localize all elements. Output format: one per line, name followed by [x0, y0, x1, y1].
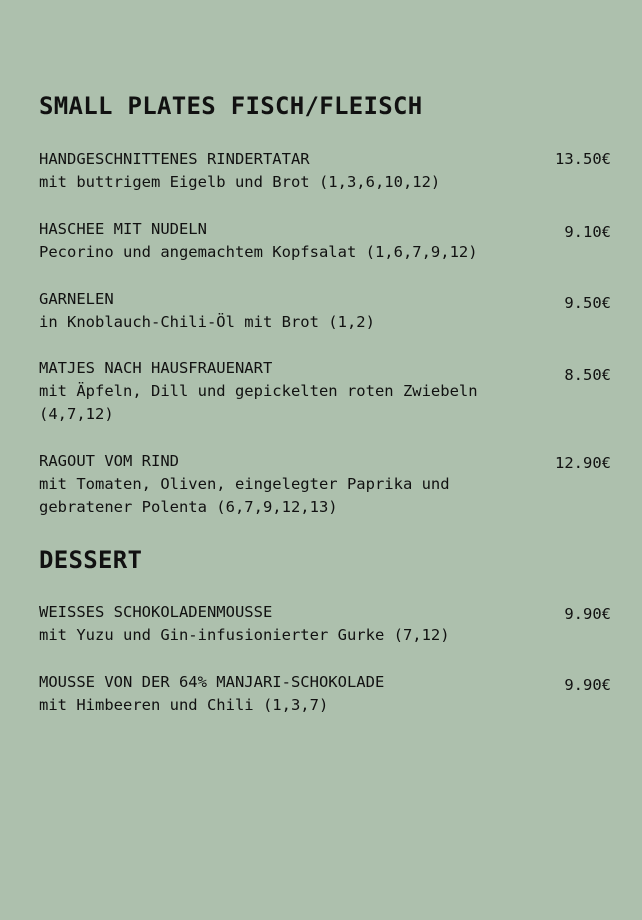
item-name: WEISSES SCHOKOLADENMOUSSE — [39, 603, 273, 621]
item-name: HANDGESCHNITTENES RINDERTATAR — [39, 150, 310, 168]
menu-item — [39, 218, 611, 264]
item-name: MATJES NACH HAUSFRAUENART — [39, 359, 273, 377]
item-price: 13.50€ — [555, 150, 611, 168]
item-description: mit buttrigem Eigelb und Brot (1,3,6,10,12) — [39, 173, 441, 191]
section-title-small-plates: SMALL PLATES FISCH/FLEISCH — [39, 92, 423, 120]
item-name: MOUSSE VON DER 64% MANJARI-SCHOKOLADE — [39, 673, 385, 691]
item-price: 9.90€ — [564, 605, 611, 623]
item-description: mit Himbeeren und Chili (1,3,7) — [39, 696, 329, 714]
menu-item — [39, 148, 611, 194]
item-description: in Knoblauch-Chili-Öl mit Brot (1,2) — [39, 313, 375, 331]
item-price: 9.10€ — [564, 223, 611, 241]
section-title-dessert: DESSERT — [39, 546, 143, 574]
item-price: 12.90€ — [555, 454, 611, 472]
item-price: 9.90€ — [564, 676, 611, 694]
menu-item — [39, 671, 611, 717]
item-description: mit Äpfeln, Dill und gepickelten roten Zwiebeln (4,7,12) — [39, 382, 478, 423]
menu-item — [39, 450, 611, 519]
item-price: 9.50€ — [564, 294, 611, 312]
item-name: GARNELEN — [39, 290, 114, 308]
menu-item — [39, 357, 611, 426]
item-name: RAGOUT VOM RIND — [39, 452, 179, 470]
item-name: HASCHEE MIT NUDELN — [39, 220, 207, 238]
menu-item — [39, 601, 611, 647]
item-price: 8.50€ — [564, 366, 611, 384]
item-description: mit Tomaten, Oliven, eingelegter Paprika und gebratener Polenta (6,7,9,12,13) — [39, 475, 450, 516]
menu-item — [39, 288, 611, 334]
item-description: mit Yuzu und Gin-infusionierter Gurke (7,12) — [39, 626, 450, 644]
item-description: Pecorino und angemachtem Kopfsalat (1,6,7,9,12) — [39, 243, 478, 261]
